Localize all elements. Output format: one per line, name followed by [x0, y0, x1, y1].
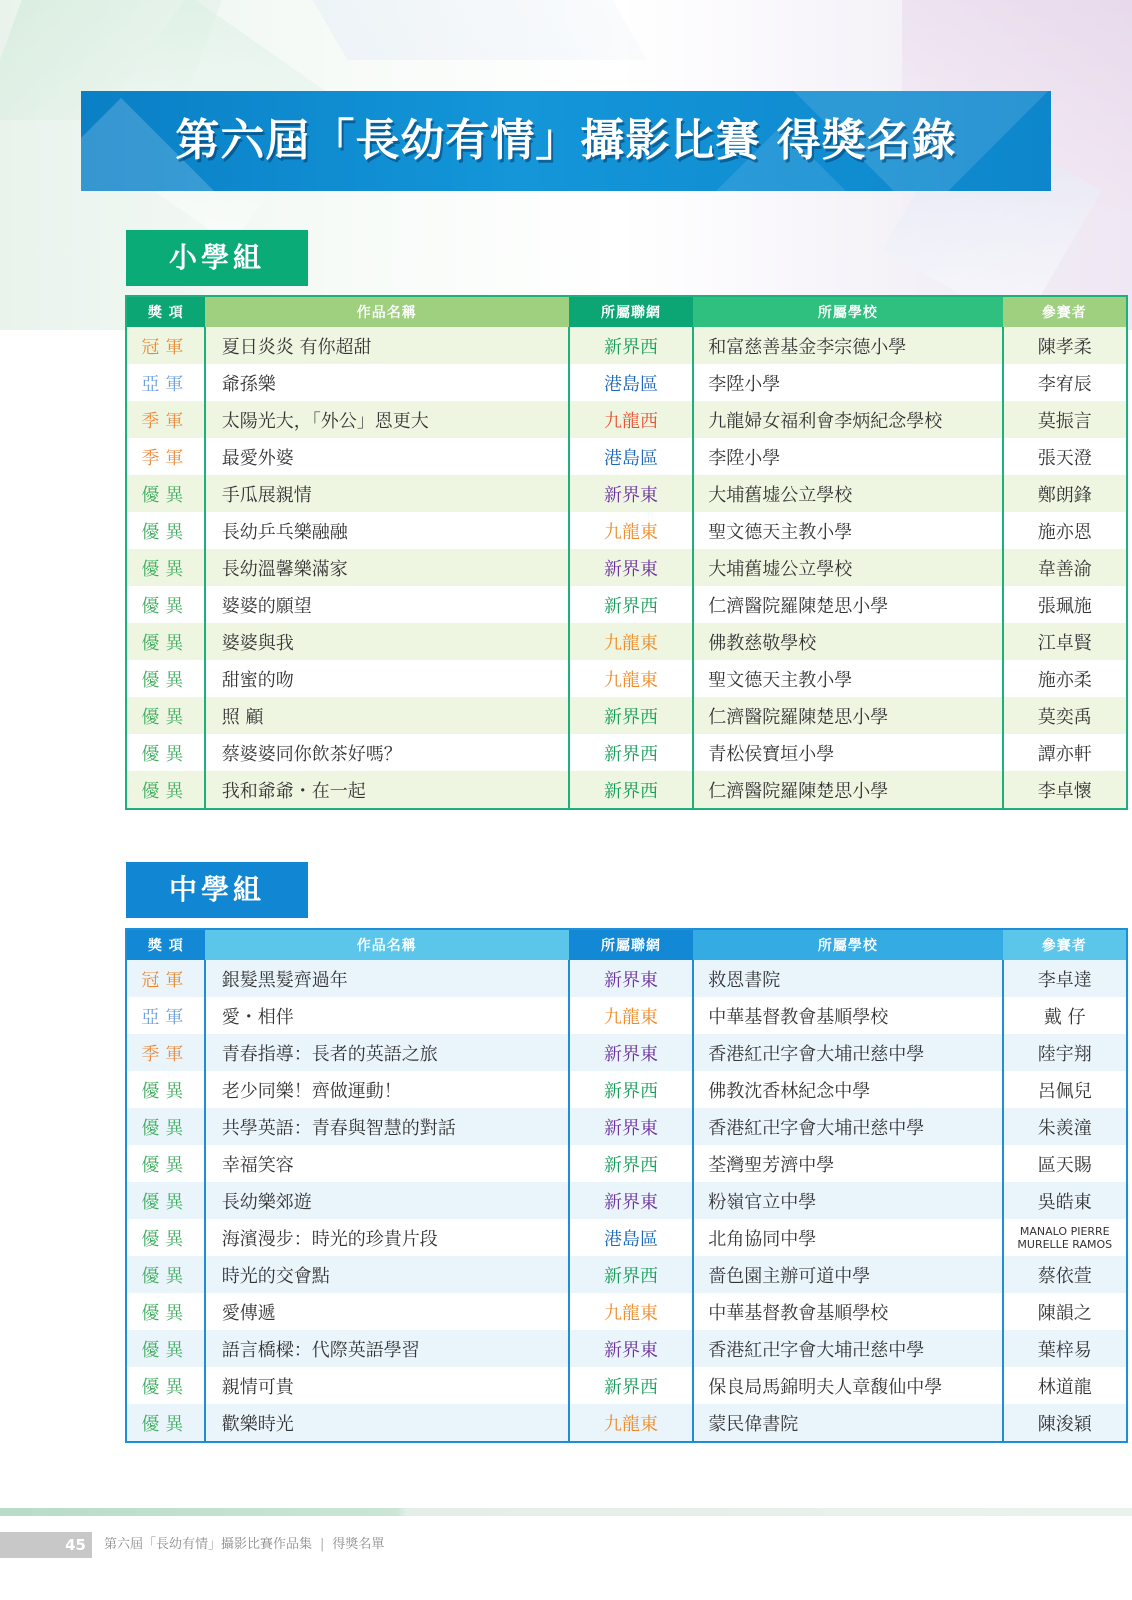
participant-cell: 區天賜 — [1003, 1145, 1127, 1182]
header-work-title: 作品名稱 — [205, 296, 569, 327]
table-row — [126, 1404, 1127, 1442]
work-title-cell: 共學英語：青春與智慧的對話 — [205, 1108, 569, 1145]
work-title-cell: 愛・相伴 — [205, 997, 569, 1034]
award-cell: 優異 — [126, 1404, 205, 1442]
table-header-row — [126, 929, 1127, 960]
participant-cell: 陳浚穎 — [1003, 1404, 1127, 1442]
table-row — [126, 1256, 1127, 1293]
work-title-cell: 婆婆與我 — [205, 623, 569, 660]
table-row — [126, 327, 1127, 364]
school-cell: 荃灣聖芳濟中學 — [693, 1145, 1002, 1182]
school-cell: 九龍婦女福利會李炳紀念學校 — [693, 401, 1002, 438]
school-cell: 仁濟醫院羅陳楚思小學 — [693, 771, 1002, 809]
participant-cell: 葉梓易 — [1003, 1330, 1127, 1367]
participant-cell: 陸宇翔 — [1003, 1034, 1127, 1071]
participant-cell: MANALO PIERRE MURELLE RAMOS — [1003, 1219, 1127, 1256]
network-cell: 新界西 — [569, 697, 693, 734]
work-title-cell: 太陽光大，「外公」恩更大 — [205, 401, 569, 438]
work-title-cell: 蔡婆婆同你飲茶好嗎？ — [205, 734, 569, 771]
school-cell: 聖文德天主教小學 — [693, 660, 1002, 697]
network-cell: 港島區 — [569, 1219, 693, 1256]
award-cell: 優異 — [126, 1108, 205, 1145]
award-cell: 優異 — [141, 1376, 190, 1398]
school-cell: 李陞小學 — [693, 364, 1002, 401]
work-title-cell: 最愛外婆 — [205, 438, 569, 475]
participant-cell: 莫奕禹 — [1003, 697, 1127, 734]
award-cell: 優異 — [141, 1228, 190, 1250]
school-cell: 香港紅卍字會大埔卍慈中學 — [693, 1330, 1002, 1367]
school-cell: 保良局馬錦明夫人章馥仙中學 — [693, 1367, 1002, 1404]
table-row — [126, 364, 1127, 401]
network-cell: 新界西 — [569, 734, 693, 771]
table-row — [126, 512, 1127, 549]
table-row — [126, 1182, 1127, 1219]
work-title-cell: 甜蜜的吻 — [205, 660, 569, 697]
work-title-cell: 歡樂時光 — [205, 1404, 569, 1442]
header-participant: 參賽者 — [1003, 929, 1127, 960]
work-title-cell: 幸福笑容 — [205, 1145, 569, 1182]
table-row — [126, 1219, 1127, 1256]
participant-cell: 鄭朗鋒 — [1003, 475, 1127, 512]
network-cell: 新界東 — [569, 475, 693, 512]
network-cell: 新界東 — [569, 1182, 693, 1219]
table-row — [126, 1367, 1127, 1404]
award-cell: 冠軍 — [126, 327, 205, 364]
school-cell: 仁濟醫院羅陳楚思小學 — [693, 586, 1002, 623]
participant-cell: 江卓賢 — [1003, 623, 1127, 660]
school-cell: 嗇色園主辦可道中學 — [693, 1256, 1002, 1293]
footer-caption — [104, 1532, 384, 1558]
secondary-awards-table — [125, 928, 1128, 1443]
network-cell: 港島區 — [569, 438, 693, 475]
secondary-section-title: 中學組 — [126, 862, 308, 918]
participant-cell: 陳韻之 — [1003, 1293, 1127, 1330]
award-cell: 優異 — [141, 669, 190, 691]
participant-cell: 林道龍 — [1003, 1367, 1127, 1404]
network-cell: 新界東 — [569, 960, 693, 997]
table-row — [126, 960, 1127, 997]
school-cell: 香港紅卍字會大埔卍慈中學 — [693, 1108, 1002, 1145]
award-cell: 優異 — [141, 1080, 190, 1102]
footer-publication: 第六屆「長幼有情」攝影比賽作品集 — [104, 1537, 313, 1552]
header-network: 所屬聯網 — [569, 296, 693, 327]
work-title-cell: 夏日炎炎 有你超甜 — [205, 327, 569, 364]
header-network: 所屬聯網 — [569, 929, 693, 960]
primary-awards-table — [125, 295, 1128, 810]
participant-cell: 譚亦軒 — [1003, 734, 1127, 771]
award-cell: 優異 — [141, 595, 190, 617]
network-cell: 新界東 — [569, 1330, 693, 1367]
school-cell: 和富慈善基金李宗德小學 — [693, 327, 1002, 364]
work-title-cell: 手瓜展親情 — [205, 475, 569, 512]
work-title-cell: 長幼樂郊遊 — [205, 1182, 569, 1219]
table-row — [126, 586, 1127, 623]
table-row — [126, 1071, 1127, 1108]
table-row — [126, 734, 1127, 771]
table-header-row — [126, 296, 1127, 327]
network-cell: 九龍東 — [569, 1293, 693, 1330]
footer-separator: | — [320, 1537, 325, 1552]
school-cell: 佛教沈香林紀念中學 — [693, 1071, 1002, 1108]
award-cell: 優異 — [126, 1182, 205, 1219]
work-title-cell: 長幼溫馨樂滿家 — [205, 549, 569, 586]
school-cell: 救恩書院 — [693, 960, 1002, 997]
work-title-cell: 銀髮黑髮齊過年 — [205, 960, 569, 997]
table-row — [126, 401, 1127, 438]
table-row — [126, 475, 1127, 512]
school-cell: 大埔舊墟公立學校 — [693, 549, 1002, 586]
participant-cell: 韋善渝 — [1003, 549, 1127, 586]
participant-cell: 陳孝柔 — [1003, 327, 1127, 364]
award-cell: 季軍 — [126, 1034, 205, 1071]
school-cell: 中華基督教會基順學校 — [693, 1293, 1002, 1330]
school-cell: 青松侯寶垣小學 — [693, 734, 1002, 771]
school-cell: 中華基督教會基順學校 — [693, 997, 1002, 1034]
header-award: 獎 項 — [126, 296, 205, 327]
award-cell: 優異 — [141, 521, 190, 543]
network-cell: 新界西 — [569, 586, 693, 623]
award-cell: 優異 — [126, 549, 205, 586]
network-cell: 九龍東 — [569, 660, 693, 697]
table-row — [126, 1293, 1127, 1330]
table-row — [126, 1034, 1127, 1071]
table-row — [126, 771, 1127, 809]
award-cell: 優異 — [126, 475, 205, 512]
work-title-cell: 爺孫樂 — [205, 364, 569, 401]
page-title: 第六屆「長幼有情」攝影比賽 得獎名錄 — [175, 115, 957, 166]
network-cell: 新界西 — [569, 1145, 693, 1182]
network-cell: 新界東 — [569, 1034, 693, 1071]
participant-cell: 張天澄 — [1003, 438, 1127, 475]
school-cell: 蒙民偉書院 — [693, 1404, 1002, 1442]
school-cell: 粉嶺官立中學 — [693, 1182, 1002, 1219]
network-cell: 九龍東 — [569, 1404, 693, 1442]
award-cell: 亞軍 — [141, 1006, 190, 1028]
network-cell: 九龍東 — [569, 623, 693, 660]
table-row — [126, 1145, 1127, 1182]
participant-cell: 施亦恩 — [1003, 512, 1127, 549]
work-title-cell: 語言橋樑：代際英語學習 — [205, 1330, 569, 1367]
table-row — [126, 623, 1127, 660]
network-cell: 新界西 — [569, 1256, 693, 1293]
award-cell: 亞軍 — [141, 373, 190, 395]
school-cell: 北角協同中學 — [693, 1219, 1002, 1256]
award-cell: 優異 — [126, 623, 205, 660]
work-title-cell: 時光的交會點 — [205, 1256, 569, 1293]
header-participant: 參賽者 — [1003, 296, 1127, 327]
work-title-cell: 老少同樂！齊做運動！ — [205, 1071, 569, 1108]
page-number: 45 — [0, 1532, 92, 1558]
award-cell: 優異 — [141, 1154, 190, 1176]
participant-cell: 戴 仔 — [1003, 997, 1127, 1034]
participant-cell: 蔡依萱 — [1003, 1256, 1127, 1293]
table-row — [126, 549, 1127, 586]
award-cell: 優異 — [141, 1302, 190, 1324]
participant-cell: 李卓達 — [1003, 960, 1127, 997]
network-cell: 新界西 — [569, 1071, 693, 1108]
participant-cell: 吳皓東 — [1003, 1182, 1127, 1219]
work-title-cell: 青春指導：長者的英語之旅 — [205, 1034, 569, 1071]
header-award: 獎 項 — [126, 929, 205, 960]
school-cell: 佛教慈敬學校 — [693, 623, 1002, 660]
work-title-cell: 我和爺爺・在一起 — [205, 771, 569, 809]
table-row — [126, 997, 1127, 1034]
work-title-cell: 長幼乒乓樂融融 — [205, 512, 569, 549]
table-row — [126, 1330, 1127, 1367]
table-row — [126, 438, 1127, 475]
network-cell: 九龍東 — [569, 512, 693, 549]
work-title-cell: 照 顧 — [205, 697, 569, 734]
work-title-cell: 愛傳遞 — [205, 1293, 569, 1330]
network-cell: 新界西 — [569, 1367, 693, 1404]
network-cell: 九龍西 — [569, 401, 693, 438]
work-title-cell: 婆婆的願望 — [205, 586, 569, 623]
award-cell: 優異 — [126, 771, 205, 809]
school-cell: 香港紅卍字會大埔卍慈中學 — [693, 1034, 1002, 1071]
header-school: 所屬學校 — [693, 296, 1002, 327]
table-row — [126, 1108, 1127, 1145]
participant-cell: 莫振言 — [1003, 401, 1127, 438]
primary-section-title: 小學組 — [126, 230, 308, 286]
award-cell: 優異 — [126, 1330, 205, 1367]
award-cell: 季軍 — [126, 401, 205, 438]
award-cell: 優異 — [141, 743, 190, 765]
network-cell: 港島區 — [569, 364, 693, 401]
network-cell: 新界西 — [569, 327, 693, 364]
award-cell: 季軍 — [141, 447, 190, 469]
header-school: 所屬學校 — [693, 929, 1002, 960]
award-cell: 優異 — [126, 697, 205, 734]
network-cell: 新界東 — [569, 1108, 693, 1145]
participant-cell: 張珮施 — [1003, 586, 1127, 623]
header-work-title: 作品名稱 — [205, 929, 569, 960]
table-row — [126, 697, 1127, 734]
work-title-cell: 海濱漫步：時光的珍貴片段 — [205, 1219, 569, 1256]
school-cell: 聖文德天主教小學 — [693, 512, 1002, 549]
title-banner — [81, 91, 1051, 191]
network-cell: 九龍東 — [569, 997, 693, 1034]
network-cell: 新界東 — [569, 549, 693, 586]
school-cell: 大埔舊墟公立學校 — [693, 475, 1002, 512]
network-cell: 新界西 — [569, 771, 693, 809]
table-row — [126, 660, 1127, 697]
participant-cell: 李宥辰 — [1003, 364, 1127, 401]
participant-cell: 李卓懷 — [1003, 771, 1127, 809]
work-title-cell: 親情可貴 — [205, 1367, 569, 1404]
award-cell: 優異 — [126, 1256, 205, 1293]
footer-section: 得獎名單 — [332, 1537, 385, 1552]
school-cell: 李陞小學 — [693, 438, 1002, 475]
school-cell: 仁濟醫院羅陳楚思小學 — [693, 697, 1002, 734]
participant-cell: 朱羨潼 — [1003, 1108, 1127, 1145]
footer-divider — [0, 1508, 1132, 1516]
participant-cell: 呂佩兒 — [1003, 1071, 1127, 1108]
award-cell: 冠軍 — [126, 960, 205, 997]
participant-cell: 施亦柔 — [1003, 660, 1127, 697]
